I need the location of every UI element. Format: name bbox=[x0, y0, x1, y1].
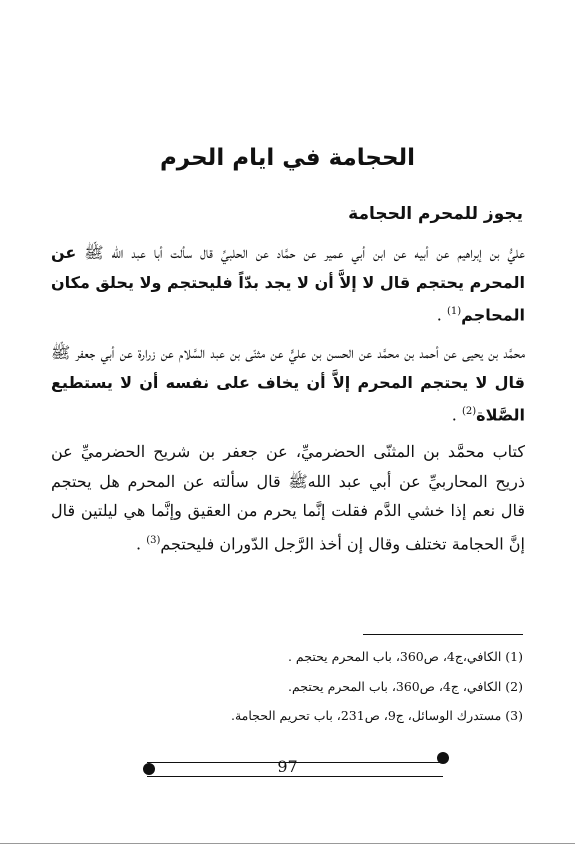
hadith-3-end: . bbox=[136, 533, 142, 553]
page-number: 97 bbox=[277, 757, 298, 776]
footer-ornament-line-bottom bbox=[147, 776, 443, 777]
hadith-2-text: قال لا يحتجم المحرم إلاَّ أن يخاف على نفسه أن لا يستطيع الصَّلاة bbox=[51, 372, 525, 425]
footnote-ref-1: (1) bbox=[446, 306, 462, 317]
page-title: الحجامة في ايام الحرم bbox=[159, 145, 416, 171]
section-heading: يجوز للمحرم الحجامة bbox=[348, 204, 523, 224]
hadith-paragraph-1 bbox=[51, 238, 525, 330]
hadith-1-text: عن المحرم يحتجم قال لا إلاَّ أن لا يجد بدّاً فليحتجم ولا يحلق مكان المحاجم bbox=[51, 243, 525, 325]
footnote-1: (1) الكافي،ج4، ص360، باب المحرم يحتجم . bbox=[287, 649, 523, 664]
hadith-2-end: . bbox=[451, 405, 457, 425]
footnote-ref-2: (2) bbox=[461, 406, 477, 417]
hadith-paragraph-2 bbox=[51, 338, 525, 430]
hadith-1-chain: عليُّ بن إبراهيم عن أبيه عن ابن أبي عمير عن حمَّاد عن الحلبيِّ قال سألت أبا عبد الله ﷺ bbox=[84, 243, 525, 262]
footnote-separator bbox=[363, 634, 523, 635]
footnote-ref-3: (3) bbox=[146, 534, 161, 546]
hadith-2-chain: محمَّد بن يحيى عن أحمد بن محمَّد عن الحسن بن عليٍّ عن مثنّى بن عبد السَّلام عن زرارة عن أبي جعفر ﷺ bbox=[51, 343, 525, 362]
hadith-paragraph-3 bbox=[51, 437, 525, 558]
page-bottom-edge bbox=[0, 843, 575, 844]
footnote-2: (2) الكافي، ج4، ص360، باب المحرم يحتجم. bbox=[287, 679, 523, 694]
hadith-1-end: . bbox=[436, 305, 442, 325]
hadith-3-text: كتاب محمَّد بن المثنّى الحضرميِّ، عن جعفر بن شريح الحضرميِّ عن ذريح المحاربيِّ عن أبي عبد اللهﷺ قال سألته عن المحرم هل يحتجم قال نعم إذا خشي الدَّم فقلت إنَّما يحرم من العقيق وإنَّما هي ليلتين قال إنَّ الحجامة تختلف وقال إن أخذ الرَّجل الدّوران فليحتجم bbox=[51, 442, 525, 553]
footnote-3: (3) مستدرك الوسائل، ج9، ص231، باب تحريم الحجامة. bbox=[230, 708, 523, 723]
